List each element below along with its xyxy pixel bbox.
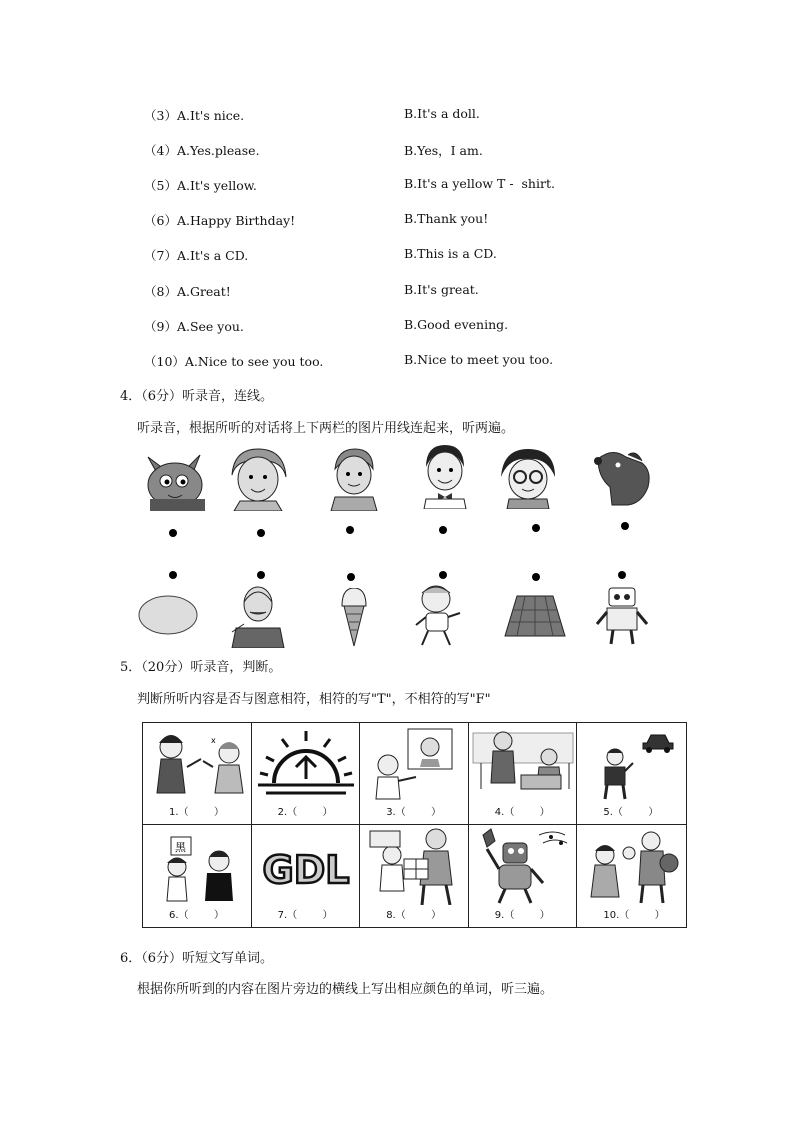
match-dot[interactable] [439, 571, 447, 579]
q3-item [0, 211, 794, 229]
item-number: （9） [144, 319, 177, 334]
dog-picture [592, 447, 654, 509]
match-dot[interactable] [618, 571, 626, 579]
q3-item [0, 317, 794, 335]
option-b: B.It's great. [404, 282, 479, 297]
option-a: A.It's a CD. [176, 248, 249, 263]
grid-cell-6 [143, 825, 252, 927]
answer-blank[interactable]: 2.（ ） [277, 807, 333, 818]
match-dot[interactable] [532, 524, 540, 532]
answer-blank[interactable]: 4.（ ） [494, 807, 550, 818]
q3-item [0, 246, 794, 264]
girl-picture [226, 445, 290, 511]
grid-cell-5 [577, 723, 686, 825]
q4-instruction: 听录音，根据所听的对话将上下两栏的图片用线连起来，听两遍。 [137, 421, 515, 436]
answer-blank[interactable]: 6.（ ） [169, 910, 224, 921]
match-dot[interactable] [257, 529, 265, 537]
q5-instruction: 判断所听内容是否与图意相符，相符的写"T"，不相符的写"F" [137, 692, 491, 707]
girl-and-boy-sign-picture [143, 825, 251, 905]
item-number: （8） [144, 284, 177, 299]
grid-cell-9 [469, 825, 578, 927]
letters-text: GDL [262, 848, 350, 892]
q3-item [0, 141, 794, 159]
q4-title: 4．（6分）听录音，连线。 [120, 389, 274, 404]
grid-cell-10 [577, 825, 686, 927]
sign-glyph: 黑 [175, 841, 186, 854]
letters-picture [252, 825, 360, 905]
item-number: （4） [144, 143, 177, 158]
option-b: B.This is a CD. [404, 246, 497, 261]
egg-picture [137, 594, 199, 636]
grid-cell-1 [143, 723, 252, 825]
option-a: A.Great! [176, 284, 231, 299]
q3-item [0, 352, 794, 370]
option-b: B.It's a doll. [404, 106, 480, 121]
match-dot[interactable] [532, 573, 540, 581]
answer-blank[interactable]: 8.（ ） [386, 910, 442, 921]
match-dot[interactable] [169, 529, 177, 537]
match-dot[interactable] [621, 522, 629, 530]
item-number: （3） [144, 108, 177, 123]
item-number: （7） [144, 248, 177, 263]
dancing-robot-picture [469, 825, 577, 905]
option-b: B.Good evening. [404, 317, 509, 332]
baby-picture [414, 583, 464, 649]
boy-picture [327, 445, 381, 511]
boy-and-car-picture [577, 723, 685, 803]
grandfather-picture [230, 584, 286, 648]
option-b: B.Yes，I am. [404, 143, 483, 158]
q3-item [0, 176, 794, 194]
match-dot[interactable] [257, 571, 265, 579]
answer-blank[interactable]: 10.（ ） [603, 910, 665, 921]
q6-title: 6．（6分）听短文写单词。 [120, 951, 274, 966]
answer-blank[interactable]: 1.（ ） [169, 807, 224, 818]
q5-title: 5．（20分）听录音，判断。 [120, 660, 282, 675]
option-b: B.Thank you! [404, 211, 489, 226]
sunrise-picture [252, 723, 360, 803]
grid-cell-7 [252, 825, 361, 927]
boy-with-bowtie-picture [420, 443, 470, 509]
option-b: B.It's a yellow T - shirt. [404, 176, 555, 191]
grid-cell-3 [360, 723, 469, 825]
answer-blank[interactable]: 5.（ ） [603, 807, 659, 818]
robot-picture [595, 584, 649, 646]
item-number: （10） [144, 354, 185, 369]
grid-cell-4 [469, 723, 578, 825]
match-dot[interactable] [346, 526, 354, 534]
gift-giving-picture [360, 825, 468, 905]
ice-cream-picture [338, 588, 370, 648]
option-a: A.Happy Birthday! [176, 213, 296, 228]
q3-item [0, 106, 794, 124]
boy-pointing-at-picture-picture [360, 723, 468, 803]
family-with-ball-picture [577, 825, 685, 905]
option-a: A.See you. [176, 319, 244, 334]
cat-picture [140, 447, 210, 512]
picture-grid [142, 722, 687, 928]
grid-cell-8 [360, 825, 469, 927]
two-girls-greeting-picture [143, 723, 251, 803]
item-number: （5） [144, 178, 177, 193]
option-a: A.It's nice. [176, 108, 245, 123]
option-a: A.Nice to see you too. [184, 354, 324, 369]
girl-with-glasses-picture [497, 447, 559, 509]
answer-blank[interactable]: 3.（ ） [386, 807, 442, 818]
option-a: A.Yes.please. [176, 143, 260, 158]
q3-item [0, 282, 794, 300]
match-dot[interactable] [439, 526, 447, 534]
item-number: （6） [144, 213, 177, 228]
match-dot[interactable] [169, 571, 177, 579]
classroom-greeting-picture [469, 723, 577, 803]
answer-blank[interactable]: 9.（ ） [494, 910, 550, 921]
option-b: B.Nice to meet you too. [404, 352, 554, 367]
svg-text:x: x [211, 736, 216, 745]
skirt-picture [503, 590, 567, 640]
grid-cell-2 [252, 723, 361, 825]
option-a: A.It's yellow. [176, 178, 257, 193]
q6-instruction: 根据你所听到的内容在图片旁边的横线上写出相应颜色的单词，听三遍。 [137, 982, 554, 997]
match-dot[interactable] [347, 573, 355, 581]
answer-blank[interactable]: 7.（ ） [277, 910, 333, 921]
